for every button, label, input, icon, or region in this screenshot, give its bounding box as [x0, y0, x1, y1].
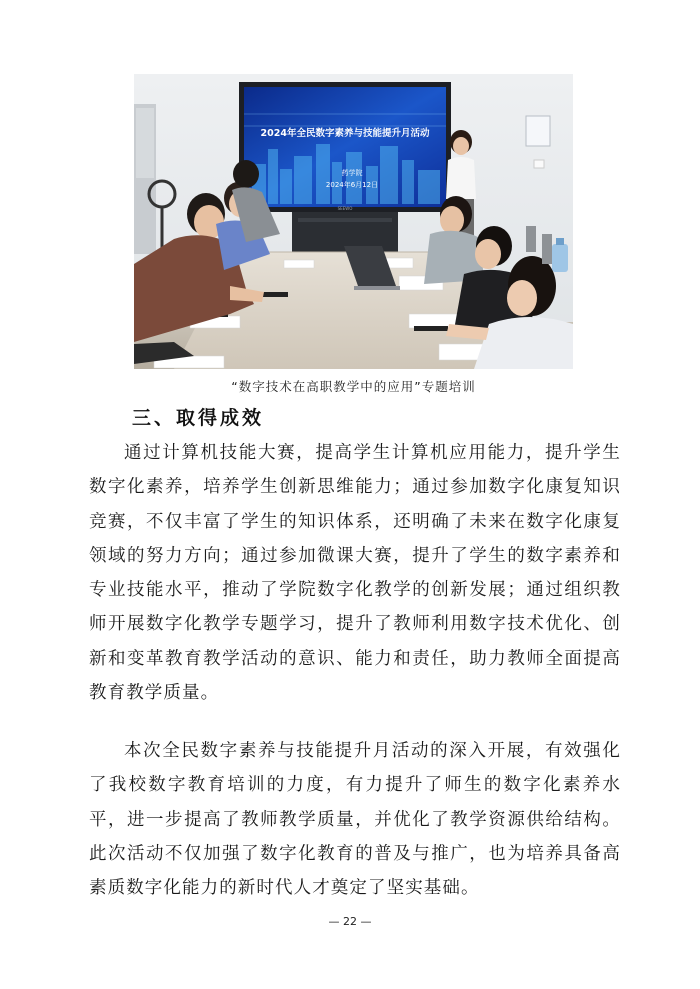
paragraph-summary: 本次全民数字素养与技能提升月活动的深入开展，有效强化了我校数字教育培训的力度，有力提升了师生的数字化素养水平，进一步提高了教师教学质量，并优化了教学资源供给结构。此次活动不仅加强了数字化教育的普及与推广，也为培养具备高素质数字化能力的新时代人才奠定了坚实基础。	[89, 741, 621, 899]
section-heading: 三、取得成效	[132, 407, 265, 429]
screen-brand: SEEWO	[337, 206, 353, 211]
paragraph-results: 通过计算机技能大赛，提高学生计算机应用能力，提升学生数字化素养，培养学生创新思维能力；通过参加数字化康复知识竞赛，不仅丰富了学生的知识体系，还明确了未来在数字化康复领域的努力方向；通过参加微课大赛，提升了学生的数字素养和专业技能水平，推动了学院数字化教学的创新发展；通过组织教师开展数字化教学专题学习，提升了教师利用数字技术优化、创新和变革教育教学活动的意识、能力和责任，助力教师全面提高教育教学质量。	[89, 443, 621, 704]
page-number: — 22 —	[328, 915, 372, 928]
screen-org: 药学院	[341, 169, 363, 177]
photo-caption: “数字技术在高职教学中的应用”专题培训	[231, 379, 476, 394]
screen-date: 2024年6月12日	[325, 181, 379, 189]
training-photo	[134, 74, 573, 369]
screen-title: 2024年全民数字素养与技能提升月活动	[260, 128, 430, 139]
training-photo-illustration	[134, 74, 573, 369]
